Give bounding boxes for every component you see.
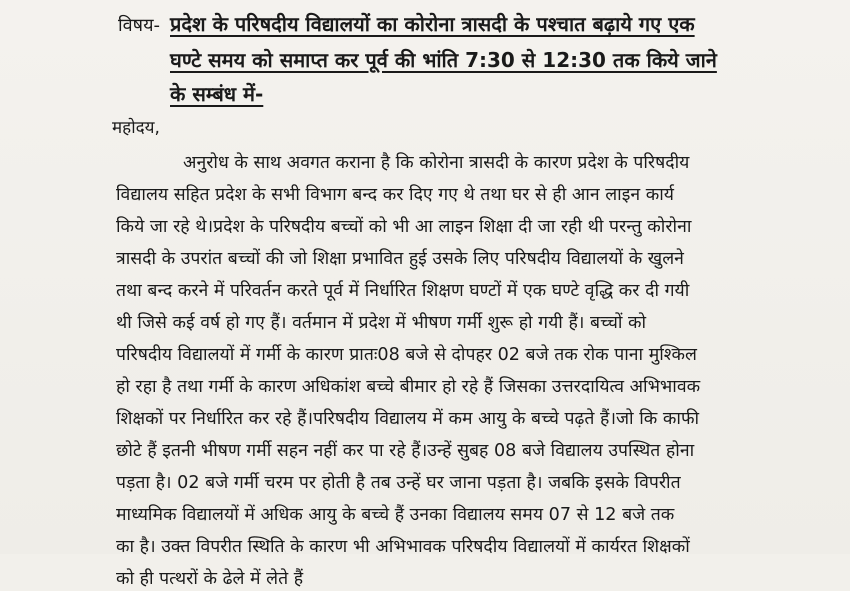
subject-line-2: घण्टे समय को समाप्त कर पूर्व की भांति 7:30 से 12:30 तक किये जाने (170, 48, 717, 72)
body-line-12: माध्यमिक विद्यालयों में अधिक आयु के बच्चे हैं उनका विद्यालय समय 07 से 12 बजे तक (116, 505, 675, 525)
salutation: महोदय, (112, 118, 160, 138)
body-line-5: तथा बन्द करने में परिवर्तन करते पूर्व में निर्धारित शिक्षण घण्टों में एक घण्टे वृद्धि कर दी गयी (116, 281, 690, 301)
body-line-10: छोटे हैं इतनी भीषण गर्मी सहन नहीं कर पा रहे हैं।उन्हें सुबह 08 बजे विद्यालय उपस्थित होना (116, 441, 695, 461)
body-line-8: हो रहा है तथा गर्मी के कारण अधिकांश बच्चे बीमार हो रहे हैं जिसका उत्तरदायित्व अभिभावक (116, 377, 701, 397)
body-line-13: का है। उक्त विपरीत स्थिति के कारण भी अभिभावक परिषदीय विद्यालयों में कार्यरत शिक्षकों (116, 537, 690, 557)
body-line-3: किये जा रहे थे।प्रदेश के परिषदीय बच्चों को भी आ लाइन शिक्षा दी जा रही थी परन्तु कोरोना (116, 217, 692, 237)
body-line-14: को ही पत्थरों के ढेले में लेते हैं (116, 569, 304, 589)
subject-label: विषय- (118, 15, 161, 36)
body-line-9: शिक्षकों पर निर्धारित कर रहे हैं।परिषदीय विद्यालय में कम आयु के बच्चे पढ़ते हैं।जो कि काफी (116, 409, 700, 429)
body-line-1: अनुरोध के साथ अवगत कराना है कि कोरोना त्रासदी के कारण प्रदेश के परिषदीय (183, 153, 690, 173)
body-line-11: पड़ता है। 02 बजे गर्मी चरम पर होती है तब उन्हें घर जाना पड़ता है। जबकि इसके विपरीत (116, 473, 681, 493)
subject-line-3: के सम्बंध में- (170, 82, 264, 106)
body-line-6: थी जिसे कई वर्ष हो गए हैं। वर्तमान में प्रदेश में भीषण गर्मी शुरू हो गयी हैं। बच्चों को (116, 313, 647, 333)
body-line-7: परिषदीय विद्यालयों में गर्मी के कारण प्रातः08 बजे से दोपहर 02 बजे तक रोक पाना मुश्किल (116, 345, 697, 365)
body-line-2: विद्यालय सहित प्रदेश के सभी विभाग बन्द कर दिए गए थे तथा घर से ही आन लाइन कार्य (116, 185, 674, 205)
subject-line-1: प्रदेश के परिषदीय विद्यालयों का कोरोना त्रासदी के पश्चात बढ़ाये गए एक (170, 12, 695, 36)
body-line-4: त्रासदी के उपरांत बच्चों की जो शिक्षा प्रभावित हुई उसके लिए परिषदीय विद्यालयों के खुलने (116, 249, 684, 269)
